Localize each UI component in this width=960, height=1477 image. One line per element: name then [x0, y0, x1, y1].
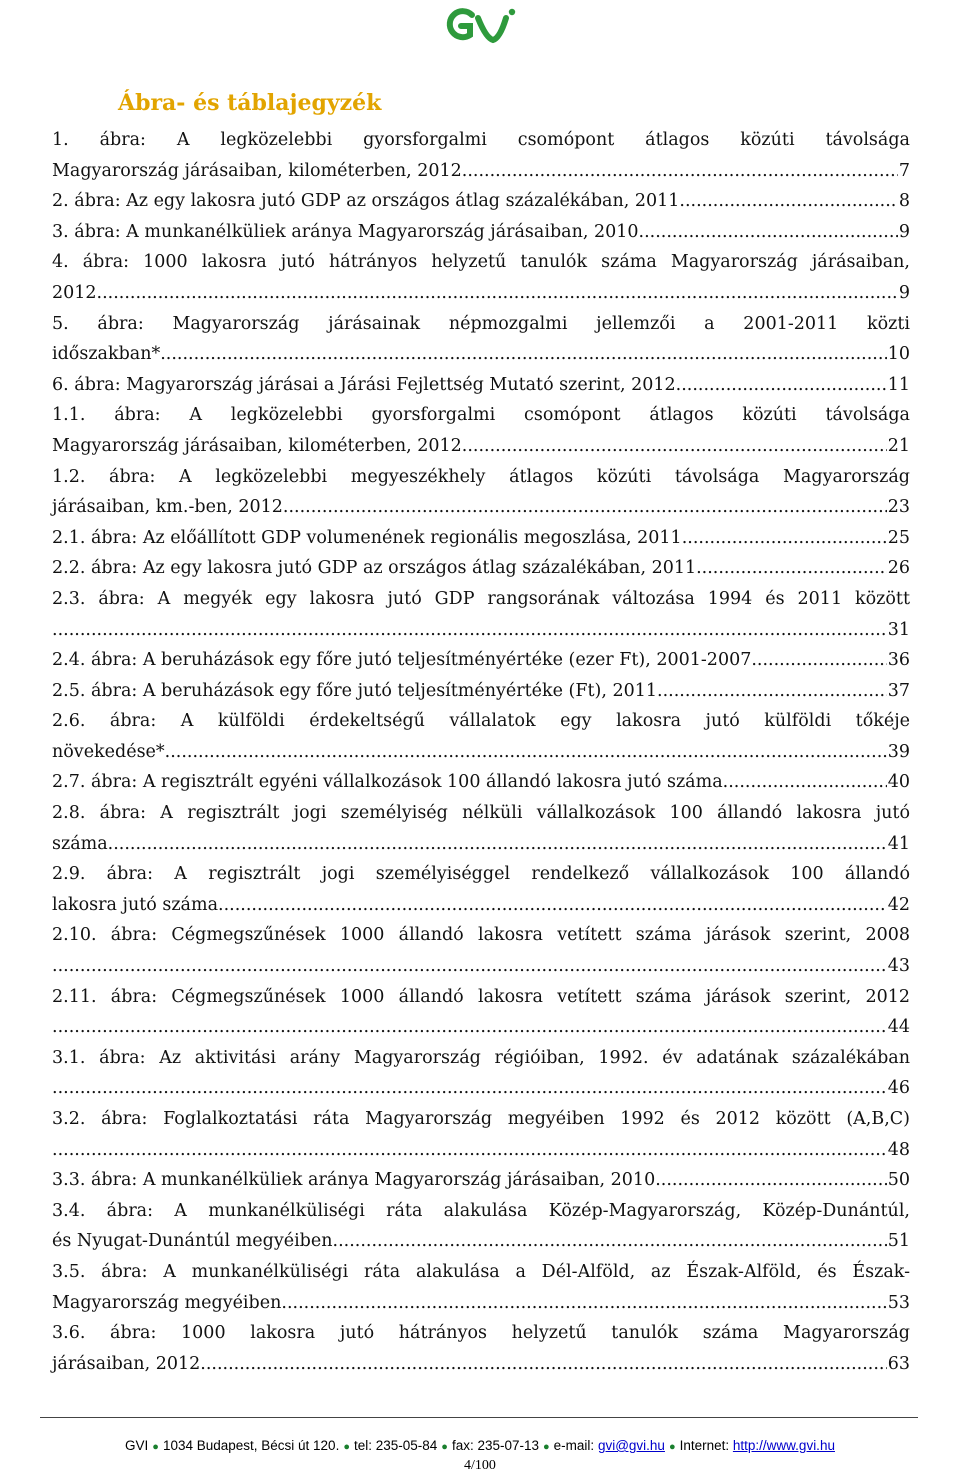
dot-leader — [108, 829, 887, 860]
dot-leader — [200, 1349, 886, 1380]
toc-entry-line — [52, 676, 910, 707]
footer-fax: fax: 235-07-13 — [451, 1438, 540, 1453]
toc-entry-text: 5. ábra: Magyarország járásainak népmozgalmi jellemzői a 2001-2011 közti — [52, 313, 910, 334]
toc-entry-line — [52, 339, 910, 370]
dot-leader — [97, 278, 898, 309]
toc-entry[interactable] — [52, 400, 910, 461]
toc-page-number: 36 — [887, 650, 910, 671]
dot-leader — [52, 951, 887, 982]
toc-page-number: 39 — [887, 741, 910, 762]
dot-leader — [462, 156, 898, 187]
toc-entry-text: 2.4. ábra: A beruházások egy főre jutó teljesítményértéke (ezer Ft), 2001-2007 — [52, 650, 752, 671]
toc-page-number: 31 — [887, 619, 910, 640]
toc-page-number: 51 — [887, 1231, 910, 1252]
toc-entry-line — [52, 370, 910, 401]
toc-entry-line — [52, 767, 910, 798]
dot-leader — [160, 339, 886, 370]
toc-entry-text: 2.7. ábra: A regisztrált egyéni vállalkozások 100 állandó lakosra jutó száma — [52, 772, 723, 793]
footer-url-link[interactable]: http://www.gvi.hu — [732, 1438, 835, 1453]
toc-entry-line — [52, 645, 910, 676]
dot-leader — [283, 492, 887, 523]
toc-page-number: 8 — [898, 191, 910, 212]
footer-org: GVI — [125, 1438, 149, 1453]
toc-page-number: 40 — [887, 772, 910, 793]
dot-leader — [52, 1012, 887, 1043]
toc-page-number: 41 — [887, 833, 910, 854]
toc-entry[interactable] — [52, 706, 910, 767]
toc-entry[interactable] — [52, 462, 910, 523]
toc-entry-text: és Nyugat-Dunántúl megyéiben — [52, 1231, 333, 1252]
toc-entry-text: 3. ábra: A munkanélküliek aránya Magyarország járásaiban, 2010 — [52, 221, 639, 242]
toc-page-number: 44 — [887, 1017, 910, 1038]
dot-leader — [462, 431, 887, 462]
toc-entry-line — [52, 492, 910, 523]
separator-icon: ● — [343, 1441, 350, 1453]
toc-entry-line — [52, 1226, 910, 1257]
toc-entry-text: 2.5. ábra: A beruházások egy főre jutó teljesítményértéke (Ft), 2011 — [52, 680, 658, 701]
toc-entry-line — [52, 920, 910, 951]
toc-entry-line — [52, 1349, 910, 1380]
footer-address: 1034 Budapest, Bécsi út 120. — [162, 1438, 340, 1453]
dot-leader — [751, 645, 886, 676]
toc-entry[interactable] — [52, 920, 910, 981]
toc-entry-text: 2.2. ábra: Az egy lakosra jutó GDP az országos átlag százalékában, 2011 — [52, 558, 697, 579]
toc-page-number: 37 — [887, 680, 910, 701]
toc-entry-line — [52, 309, 910, 340]
toc-entry[interactable] — [52, 186, 910, 217]
toc-entry-text: 2.8. ábra: A regisztrált jogi személyiség nélküli vállalkozások 100 állandó lakosra jutó — [52, 803, 910, 824]
toc-page-number: 53 — [887, 1292, 910, 1313]
toc-page-number: 63 — [887, 1353, 910, 1374]
footer-tel: tel: 235-05-84 — [353, 1438, 438, 1453]
footer-divider — [40, 1417, 918, 1418]
toc-entry[interactable] — [52, 1043, 910, 1104]
toc-entry-line — [52, 1104, 910, 1135]
toc-entry-line — [52, 859, 910, 890]
toc-entry-text: járásaiban, 2012 — [52, 1353, 201, 1374]
toc-entry-text: 2.9. ábra: A regisztrált jogi személyiséggel rendelkező vállalkozások 100 állandó — [52, 864, 910, 885]
toc-entry-line — [52, 829, 910, 860]
toc-entry-text: 2.10. ábra: Cégmegszűnések 1000 állandó lakosra vetített száma járások szerint, 2008 — [52, 925, 910, 946]
toc-entry[interactable] — [52, 370, 910, 401]
gvi-logo — [446, 6, 518, 46]
gvi-logo-graphic — [446, 6, 518, 46]
toc-entry-line — [52, 186, 910, 217]
toc-entry-text: járásaiban, km.-ben, 2012 — [52, 497, 283, 518]
toc-entry[interactable] — [52, 1196, 910, 1257]
toc-entry-line — [52, 400, 910, 431]
dot-leader — [333, 1226, 887, 1257]
footer-email-label: e-mail: — [553, 1438, 595, 1453]
toc-entry-line — [52, 1043, 910, 1074]
toc-entry-line — [52, 1073, 910, 1104]
toc-page-number: 23 — [887, 497, 910, 518]
toc-entry-text: lakosra jutó száma — [52, 894, 219, 915]
toc-entry-line — [52, 553, 910, 584]
toc-page-number: 25 — [887, 527, 910, 548]
dot-leader — [52, 1135, 887, 1166]
toc-entry-line — [52, 1012, 910, 1043]
toc-page-number: 9 — [898, 282, 910, 303]
toc-entry-text: 6. ábra: Magyarország járásai a Járási Fejlettség Mutató szerint, 2012 — [52, 374, 676, 395]
toc-entry-line — [52, 125, 910, 156]
toc-entry-line — [52, 982, 910, 1013]
toc-entry-line — [52, 584, 910, 615]
dot-leader — [52, 615, 887, 646]
separator-icon: ● — [668, 1441, 676, 1453]
toc-page-number: 11 — [887, 374, 910, 395]
toc-entry-text: Magyarország járásaiban, kilométerben, 2012 — [52, 435, 462, 456]
toc-entry[interactable] — [52, 1165, 910, 1196]
toc-entry-line — [52, 278, 910, 309]
toc-entry[interactable] — [52, 676, 910, 707]
toc-entry[interactable] — [52, 125, 910, 186]
footer-contact — [0, 1438, 960, 1453]
figure-list — [52, 125, 910, 1379]
toc-page-number: 50 — [887, 1170, 910, 1191]
toc-entry[interactable] — [52, 798, 910, 859]
dot-leader — [52, 1073, 887, 1104]
toc-entry-text: időszakban* — [52, 344, 161, 365]
toc-entry-text: Magyarország járásaiban, kilométerben, 2012 — [52, 160, 462, 181]
toc-entry-line — [52, 951, 910, 982]
toc-entry[interactable] — [52, 1318, 910, 1379]
toc-entry-line — [52, 217, 910, 248]
dot-leader — [696, 553, 887, 584]
toc-entry-line — [52, 1257, 910, 1288]
toc-page-number: 21 — [887, 435, 910, 456]
toc-entry[interactable] — [52, 217, 910, 248]
toc-page-number: 46 — [887, 1078, 910, 1099]
toc-page-number: 10 — [887, 344, 910, 365]
dot-leader — [165, 737, 887, 768]
toc-entry-text: 1.2. ábra: A legközelebbi megyeszékhely átlagos közúti távolsága Magyarország — [52, 466, 910, 487]
toc-entry-line — [52, 1135, 910, 1166]
toc-entry[interactable] — [52, 1257, 910, 1318]
toc-entry[interactable] — [52, 584, 910, 645]
toc-entry-line — [52, 1196, 910, 1227]
dot-leader — [657, 676, 887, 707]
toc-entry-text: 2.3. ábra: A megyék egy lakosra jutó GDP rangsorának változása 1994 és 2011 között — [52, 588, 910, 609]
toc-entry-line — [52, 431, 910, 462]
separator-icon: ● — [543, 1441, 550, 1453]
toc-entry-text: 3.3. ábra: A munkanélküliek aránya Magyarország járásaiban, 2010 — [52, 1170, 656, 1191]
toc-entry-text: 2.1. ábra: Az előállított GDP volumenének regionális megoszlása, 2011 — [52, 527, 682, 548]
toc-entry-text: száma — [52, 833, 108, 854]
toc-entry-text: 3.1. ábra: Az aktivitási arány Magyarország régióiban, 1992. év adatának százalékában — [52, 1047, 910, 1068]
toc-entry[interactable] — [52, 645, 910, 676]
separator-icon: ● — [441, 1441, 448, 1453]
toc-entry[interactable] — [52, 767, 910, 798]
toc-entry[interactable] — [52, 247, 910, 308]
toc-entry-line — [52, 462, 910, 493]
toc-entry-line — [52, 156, 910, 187]
toc-entry[interactable] — [52, 523, 910, 554]
dot-leader — [676, 370, 887, 401]
toc-entry-line — [52, 1318, 910, 1349]
toc-entry[interactable] — [52, 982, 910, 1043]
toc-entry-line — [52, 1165, 910, 1196]
toc-page-number: 7 — [898, 160, 910, 181]
toc-entry-text: 2. ábra: Az egy lakosra jutó GDP az országos átlag százalékában, 2011 — [52, 191, 680, 212]
footer-internet-label: Internet: — [679, 1438, 730, 1453]
toc-entry[interactable] — [52, 859, 910, 920]
dot-leader — [281, 1288, 886, 1319]
toc-entry[interactable] — [52, 553, 910, 584]
toc-entry[interactable] — [52, 1104, 910, 1165]
dot-leader — [218, 890, 887, 921]
toc-entry-line — [52, 247, 910, 278]
toc-page-number: 43 — [887, 956, 910, 977]
toc-entry-line — [52, 523, 910, 554]
toc-entry-text: 3.5. ábra: A munkanélküliségi ráta alakulása a Dél-Alföld, az Észak-Alföld, és Észak- — [52, 1261, 910, 1282]
toc-entry-text: 1.1. ábra: A legközelebbi gyorsforgalmi csomópont átlagos közúti távolsága — [52, 405, 910, 426]
toc-entry-text: 3.6. ábra: 1000 lakosra jutó hátrányos helyzetű tanulók száma Magyarország — [52, 1323, 910, 1344]
toc-entry-text: 3.4. ábra: A munkanélküliségi ráta alakulása Közép-Magyarország, Közép-Dunántúl, — [52, 1200, 910, 1221]
footer-email-link[interactable]: gvi@gvi.hu — [597, 1438, 665, 1453]
toc-entry-line — [52, 1288, 910, 1319]
toc-entry-line — [52, 615, 910, 646]
dot-leader — [682, 523, 887, 554]
toc-page-number: 48 — [887, 1139, 910, 1160]
toc-entry-text: Magyarország megyéiben — [52, 1292, 282, 1313]
page-number: 4/100 — [464, 1458, 496, 1473]
dot-leader — [639, 217, 898, 248]
toc-page-number: 42 — [887, 894, 910, 915]
toc-entry[interactable] — [52, 309, 910, 370]
toc-entry-text: 3.2. ábra: Foglalkoztatási ráta Magyarország megyéiben 1992 és 2012 között (A,B,C) — [52, 1109, 910, 1129]
toc-entry-line — [52, 706, 910, 737]
toc-entry-line — [52, 737, 910, 768]
dot-leader — [679, 186, 897, 217]
toc-entry-text: 2.11. ábra: Cégmegszűnések 1000 állandó lakosra vetített száma járások szerint, 2012 — [52, 986, 910, 1007]
toc-entry-text: 2.6. ábra: A külföldi érdekeltségű vállalatok egy lakosra jutó külföldi tőkéje — [52, 711, 910, 732]
toc-entry-text: 1. ábra: A legközelebbi gyorsforgalmi csomópont átlagos közúti távolsága — [52, 130, 910, 150]
dot-leader — [655, 1165, 887, 1196]
toc-entry-text: növekedése* — [52, 741, 165, 762]
toc-entry-text: 4. ábra: 1000 lakosra jutó hátrányos helyzetű tanulók száma Magyarország járásaiban, — [52, 252, 910, 273]
toc-entry-line — [52, 890, 910, 921]
page-heading: Ábra- és táblajegyzék — [118, 90, 382, 116]
toc-page-number: 9 — [898, 221, 910, 242]
separator-icon: ● — [152, 1441, 159, 1453]
toc-entry-line — [52, 798, 910, 829]
dot-leader — [723, 767, 887, 798]
toc-page-number: 26 — [887, 558, 910, 579]
toc-entry-text: 2012 — [52, 282, 97, 303]
